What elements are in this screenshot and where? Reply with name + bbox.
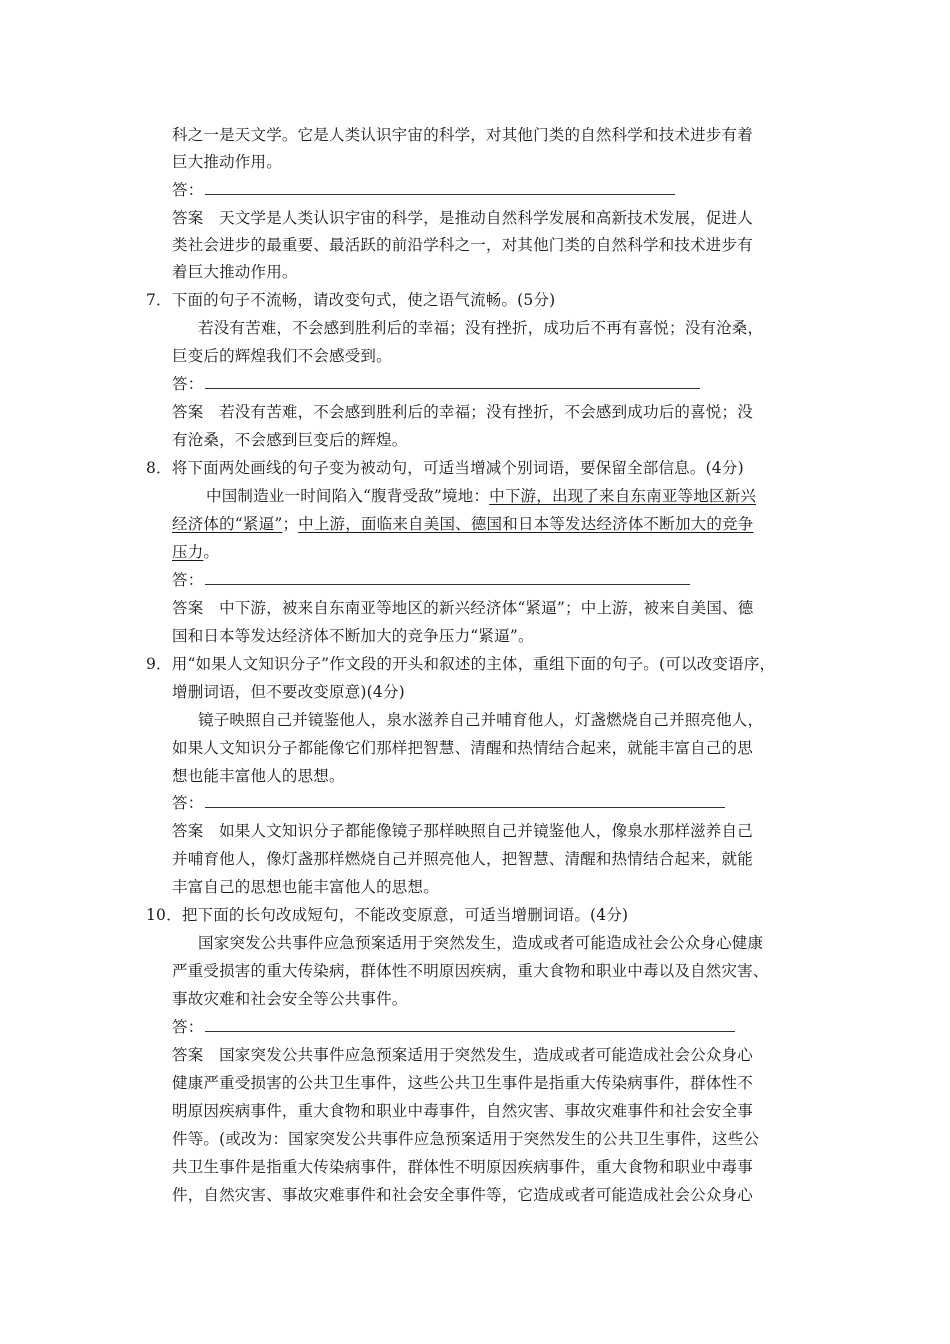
q8-passage-line-3 [172,542,219,562]
q8-answer-label: 答： [172,571,204,589]
q9-key-line: 丰富自己的思想也能丰富他人的思想。 [172,878,439,896]
q7-heading: 7．下面的句子不流畅，请改变句式，使之语气流畅。(5分) [146,291,556,309]
q10-key-line: 件，自然灾害、事故灾难事件和社会安全事件等，它造成或者可能造成社会公众身心 [172,1186,753,1204]
q10-key-line: 共卫生事件是指重大传染病事件，群体性不明原因疾病事件，重大食物和职业中毒事 [172,1158,753,1176]
q9-heading-line: 9．用“如果人文知识分子”作文段的开头和叙述的主体，重组下面的句子。(可以改变语序， [146,655,776,673]
q7-passage-line: 若没有苦难，不会感到胜利后的幸福；没有挫折，成功后不再有喜悦；没有沧桑， [198,319,764,337]
q10-passage-line: 严重受损害的重大传染病，群体性不明原因疾病，重大食物和职业中毒以及自然灾害、 [172,962,769,980]
q8-passage-text: ； [282,515,299,533]
q10-key-line: 件等。(或改为：国家突发公共事件应急预案适用于突然发生的公共卫生事件，这些公 [172,1130,760,1148]
q8-answer-blank [205,584,690,585]
q6-stem-line: 巨大推动作用。 [172,153,282,171]
q8-underlined-sentence: 压力 [172,543,204,561]
q6-key-line: 类社会进步的最重要、最活跃的前沿学科之一，对其他门类的自然科学和技术进步有 [172,236,753,254]
q8-underlined-sentence: 经济体的“紧逼” [172,515,283,533]
q10-passage-line: 事故灾难和社会安全等公共事件。 [172,990,408,1008]
q7-answer-label: 答： [172,375,204,393]
q8-passage-text: 中国制造业一时间陷入“腹背受敌”境地： [206,487,490,505]
q10-key-line: 健康严重受损害的公共卫生事件，这些公共卫生事件是指重大传染病事件，群体性不 [172,1074,753,1092]
q9-answer-label: 答： [172,794,204,812]
q7-passage-line: 巨变后的辉煌我们不会感受到。 [172,347,392,365]
q10-passage-line: 国家突发公共事件应急预案适用于突然发生，造成或者可能造成社会公众身心健康 [198,934,764,952]
q9-answer-blank [205,807,725,808]
q8-passage-line-1 [206,486,756,506]
q6-stem-line: 科之一是天文学。它是人类认识宇宙的科学，对其他门类的自然科学和技术进步有着 [172,126,753,144]
q8-passage-text: 。 [203,543,220,561]
q7-key-line: 有沧桑，不会感到巨变后的辉煌。 [172,431,408,449]
q8-passage-line-2 [172,514,753,534]
q8-underlined-sentence: 中上游，面临来自美国、德国和日本等发达经济体不断加大的竞争 [298,515,754,533]
q9-passage-line: 想也能丰富他人的思想。 [172,767,345,785]
q6-key-line: 着巨大推动作用。 [172,263,298,281]
q10-answer-blank [205,1031,735,1032]
q8-key-line: 国和日本等发达经济体不断加大的竞争压力“紧逼”。 [172,627,534,645]
q8-key-line: 答案 中下游，被来自东南亚等地区的新兴经济体“紧逼”；中上游，被来自美国、德 [172,599,754,617]
q9-heading-line: 增删词语，但不要改变原意)(4分) [172,683,405,701]
q8-heading: 8．将下面两处画线的句子变为被动句，可适当增减个别词语，要保留全部信息。(4分) [146,459,744,477]
q6-key-line: 答案 天文学是人类认识宇宙的科学，是推动自然科学发展和高新技术发展，促进人 [172,209,753,227]
q9-key-line: 答案 如果人文知识分子都能像镜子那样映照自己并镜鉴他人，像泉水那样滋养自己 [172,822,753,840]
q10-answer-label: 答： [172,1018,204,1036]
q7-key-line: 答案 若没有苦难，不会感到胜利后的幸福；没有挫折，不会感到成功后的喜悦；没 [172,403,753,421]
q6-answer-blank [205,194,675,195]
q9-key-line: 并哺育他人，像灯盏那样燃烧自己并照亮他人，把智慧、清醒和热情结合起来，就能 [172,850,753,868]
q6-answer-label: 答： [172,181,204,199]
q10-heading: 10．把下面的长句改成短句，不能改变原意，可适当增删词语。(4分) [146,906,629,924]
q7-answer-blank [205,388,700,389]
q9-passage-line: 如果人文知识分子都能像它们那样把智慧、清醒和热情结合起来，就能丰富自己的思 [172,739,753,757]
q10-key-line: 答案 国家突发公共事件应急预案适用于突然发生，造成或者可能造成社会公众身心 [172,1046,753,1064]
q9-passage-line: 镜子映照自己并镜鉴他人，泉水滋养自己并哺育他人，灯盏燃烧自己并照亮他人， [198,711,764,729]
q8-underlined-sentence: 中下游，出现了来自东南亚等地区新兴 [489,487,757,505]
q10-key-line: 明原因疾病事件，重大食物和职业中毒事件，自然灾害、事故灾难事件和社会安全事 [172,1102,753,1120]
